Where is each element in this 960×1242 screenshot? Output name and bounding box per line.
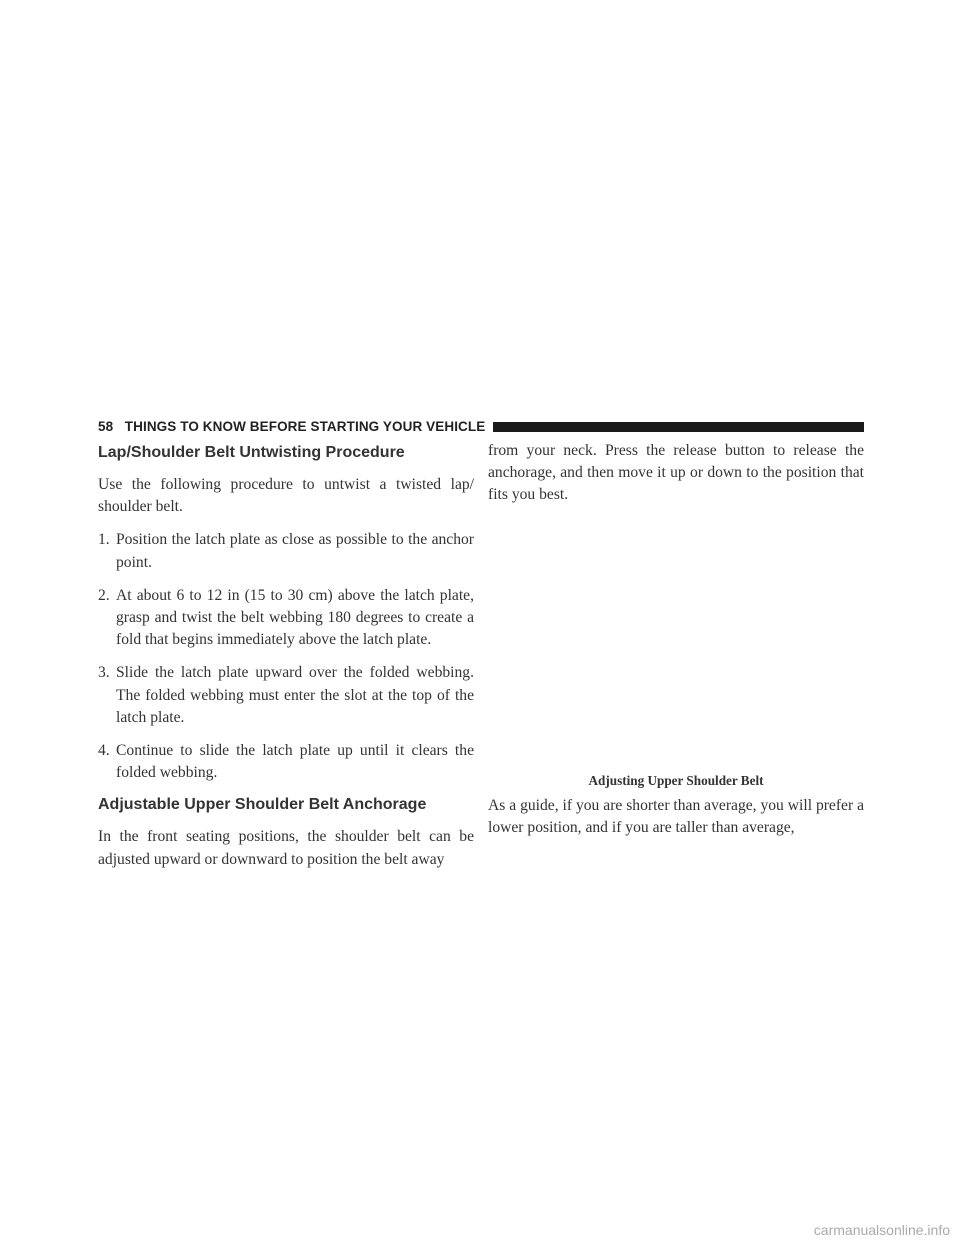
page-header-text bbox=[98, 418, 485, 436]
step-item bbox=[98, 529, 474, 573]
step-item bbox=[98, 740, 474, 784]
anchorage-continuation: from your neck. Press the release button to release the anchorage, and then move it up or down to the position that fits you best. bbox=[488, 442, 864, 504]
page-header bbox=[98, 418, 864, 436]
heading-shoulder-belt-anchorage: Adjustable Upper Shoulder Belt Anchorage bbox=[98, 796, 427, 814]
step-number: 4. bbox=[98, 742, 110, 760]
guide-paragraph: As a guide, if you are shorter than average, you will prefer a lower position, and if you are taller than average, bbox=[488, 796, 864, 836]
section-title: THINGS TO KNOW BEFORE STARTING YOUR VEHICLE bbox=[124, 419, 486, 434]
header-rule bbox=[493, 422, 864, 432]
figure-placeholder bbox=[488, 507, 864, 765]
untwisting-intro: Use the following procedure to untwist a twisted lap/ shoulder belt. bbox=[98, 476, 474, 516]
right-column bbox=[488, 440, 864, 839]
step-text: Position the latch plate as close as possible to the anchor point. bbox=[116, 531, 474, 571]
anchorage-paragraph: In the front seating positions, the shoulder belt can be adjusted upward or downward to position the belt away bbox=[98, 828, 474, 868]
step-item bbox=[98, 662, 474, 729]
heading-untwisting-procedure: Lap/Shoulder Belt Untwisting Procedure bbox=[98, 444, 405, 461]
step-item bbox=[98, 585, 474, 652]
left-column bbox=[98, 440, 474, 871]
step-text: At about 6 to 12 in (15 to 30 cm) above the latch plate, grasp and twist the belt webbing 180 degrees to create a fold that begins immediately above the latch plate. bbox=[116, 586, 474, 649]
step-number: 1. bbox=[98, 531, 110, 549]
step-number: 2. bbox=[98, 586, 110, 604]
step-text: Slide the latch plate upward over the folded webbing. The folded webbing must enter the slot at the top of the latch plate. bbox=[116, 664, 474, 726]
page-number: 58 bbox=[98, 419, 114, 434]
untwisting-steps bbox=[98, 529, 474, 784]
figure-caption: Adjusting Upper Shoulder Belt bbox=[588, 772, 764, 788]
step-text: Continue to slide the latch plate up until it clears the folded webbing. bbox=[116, 742, 474, 782]
step-number: 3. bbox=[98, 664, 110, 682]
footer-watermark: carmanualsonline.info bbox=[813, 1222, 950, 1238]
